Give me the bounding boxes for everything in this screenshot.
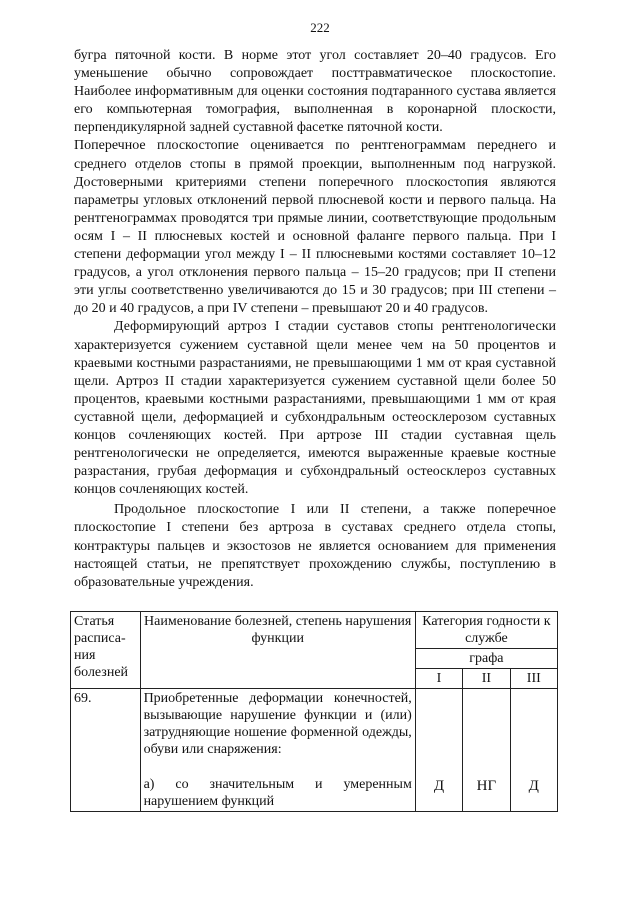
table-row [71, 689, 558, 812]
row-category-ii: НГ [463, 689, 510, 812]
row-category-iii: Д [510, 689, 557, 812]
row-article: 69. [71, 689, 141, 812]
row-sub-item: а) со значительным и умеренным нарушением функций [143, 777, 412, 809]
paragraph: бугра пяточной кости. В норме этот угол составляет 20–40 градусов. Его уменьшение обычно сопровождает посттравматическое плоскостопие. Наиболее информативным для оценки состояния подтаранного сустава является его компьютерная томография, выполненная в коронарной плоскости, перпендикулярной задней суставной фасетке пяточной кости. [74, 48, 556, 136]
row-description [140, 689, 415, 812]
paragraph: Деформирующий артроз I стадии суставов стопы рентгенологически характеризуется сужением суставной щели менее чем на 50 процентов и краевыми костными разрастаниями, не превышающими 1 мм от края суставной щели. Артроз II стадии характеризуется сужением суставной щели более 50 процентов, краевыми костными разрастаниями, превышающими 1 мм от края суставной щели, деформацией и субхондральным остеосклерозом суставных концов сочленяющих костей. При артрозе III стадии суставная щель рентгенологически не определяется, имеются выраженные краевые костные разрастания, грубая деформация и субхондральный остеосклероз суставных концов сочленяющих костей. [74, 319, 556, 498]
disease-schedule-table [70, 611, 558, 812]
header-category: Категория годности к службе [415, 612, 557, 649]
header-disease-name: Наименование болезней, степень нарушения функции [140, 612, 415, 689]
row-description-text: Приобретенные деформации конечностей, вызывающие нарушение функции и (или) затрудняющие ношение форменной одежды, обуви или снаряжения: [143, 691, 412, 757]
paragraph: Продольное плоскостопие I или II степени, а также поперечное плоскостопие I степени без артроза в суставах среднего отдела стопы, контрактуры пальцев и экзостозов не является основанием для применения настоящей статьи, не препятствует прохождению службы, поступлению в образовательные учреждения. [74, 502, 556, 590]
header-graph-col: II [463, 669, 510, 689]
paragraph: Поперечное плоскостопие оценивается по рентгенограммам переднего и среднего отделов стопы в прямой проекции, выполненным под нагрузкой. Достоверными критериями степени поперечного плоскостопия являются параметры угловых отклонений первой плюсневой кости и первого пальца. На рентгенограммах проводятся три прямые линии, соответствующие продольным осям I – II плюсневых костей и основной фаланге первого пальца. При I степени деформации угол между I – II плюсневыми костями составляет 10–12 градусов, а угол отклонения первого пальца – 15–20 градусов; при II степени эти углы соответственно увеличиваются до 15 и 30 градусов; при III степени – до 20 и 40 градусов, а при IV степени – превышают 20 и 40 градусов. [74, 138, 556, 317]
header-graph-col: III [510, 669, 557, 689]
header-graph: графа [415, 649, 557, 669]
page-number: 222 [310, 20, 330, 35]
row-category-i: Д [415, 689, 462, 812]
table-header-row [71, 612, 558, 649]
body-text [74, 47, 556, 592]
header-article: Статья расписа-ния болезней [71, 612, 141, 689]
header-graph-col: I [415, 669, 462, 689]
